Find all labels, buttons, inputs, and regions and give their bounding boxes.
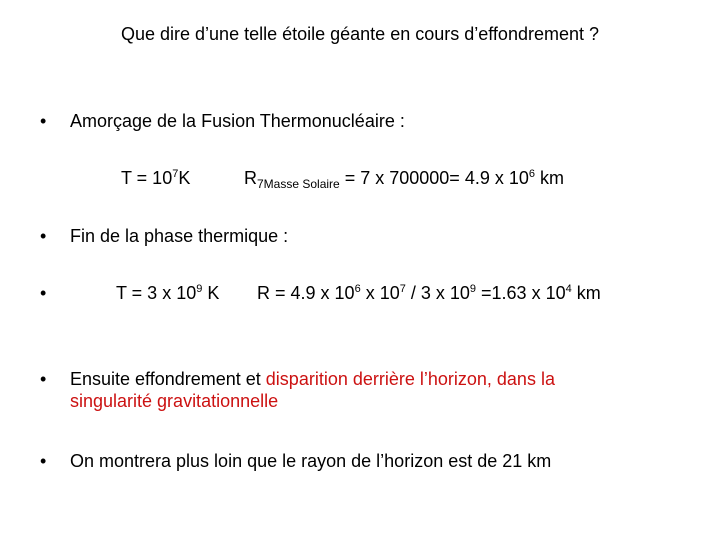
bullet-3-red-line-1: disparition derrière l’horizon, dans la <box>265 369 555 389</box>
radius-1-symbol: R <box>244 168 257 188</box>
temp-2-exponent: 9 <box>196 283 203 295</box>
temperature-eq-1 <box>121 167 190 189</box>
radius-2-part-b: x 10 <box>360 283 400 303</box>
temp-1-unit: K <box>178 168 191 188</box>
temp-1-prefix: T = 10 <box>121 168 173 188</box>
radius-2-part-a: R = 4.9 x 10 <box>257 283 355 303</box>
bullet-2-marker: • <box>40 226 47 246</box>
radius-2-part-d: =1.63 x 10 <box>476 283 566 303</box>
bullet-4-text: On montrera plus loin que le rayon de l’horizon est de 21 km <box>70 451 552 471</box>
radius-1-exponent: 6 <box>528 168 535 180</box>
radius-2-unit: km <box>571 283 601 303</box>
radius-1-subscript: 7Masse Solaire <box>257 177 340 191</box>
radius-2-exp-c: 9 <box>469 283 477 295</box>
bullet-4-marker: • <box>40 451 47 471</box>
bullet-3-marker: • <box>40 369 47 389</box>
radius-eq-1 <box>244 167 564 189</box>
bullet-3-red-line-2: singularité gravitationnelle <box>70 391 279 411</box>
radius-1-unit: km <box>535 168 564 188</box>
radius-2-part-c: / 3 x 10 <box>405 283 470 303</box>
temp-1-exponent: 7 <box>172 168 179 180</box>
radius-2-exp-a: 6 <box>354 283 361 295</box>
radius-1-formula: = 7 x 700000= 4.9 x 10 <box>339 168 529 188</box>
bullet-1-marker: • <box>40 111 47 131</box>
bullet-eq-2-marker: • <box>40 283 47 303</box>
radius-eq-2 <box>257 282 601 304</box>
temp-2-unit: K <box>202 283 220 303</box>
radius-2-exp-b: 7 <box>399 283 406 295</box>
temperature-eq-2 <box>116 282 219 304</box>
temp-2-prefix: T = 3 x 10 <box>116 283 197 303</box>
bullet-3-text <box>70 368 630 412</box>
bullet-2-text: Fin de la phase thermique : <box>70 226 289 246</box>
slide-title: Que dire d’une telle étoile géante en cours d’effondrement ? <box>121 24 599 44</box>
radius-2-exp-d: 4 <box>565 283 572 295</box>
bullet-3-normal: Ensuite effondrement et <box>70 369 266 389</box>
bullet-1-text: Amorçage de la Fusion Thermonucléaire : <box>70 111 405 131</box>
